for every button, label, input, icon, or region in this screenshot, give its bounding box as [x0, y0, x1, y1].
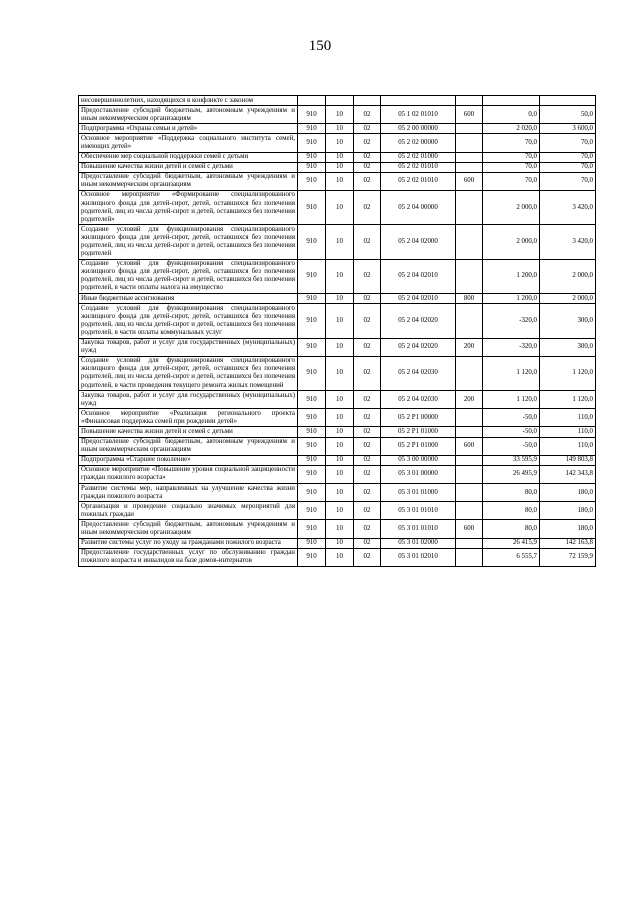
amount-change-cell: 80,0 [483, 520, 540, 538]
target-article-cell: 05 3 01 01010 [381, 520, 456, 538]
target-article-cell: 05 2 02 00000 [381, 134, 456, 152]
expense-type-cell [456, 538, 483, 548]
amount-total-cell: 300,0 [540, 338, 596, 356]
amount-change-cell: -50,0 [483, 427, 540, 437]
ministry-code-cell: 910 [298, 455, 326, 465]
target-article-cell: 05 2 04 02000 [381, 225, 456, 259]
amount-total-cell: 3 600,0 [540, 124, 596, 134]
expense-type-cell: 200 [456, 338, 483, 356]
amount-change-cell: 80,0 [483, 484, 540, 502]
table-row [79, 106, 596, 124]
target-article-cell: 05 2 P1 00000 [381, 409, 456, 427]
row-name-cell: Предоставление субсидий бюджетным, автономным учреждениям и иным некоммерческим организациям [79, 437, 298, 455]
amount-total-cell: 110,0 [540, 409, 596, 427]
table-row [79, 465, 596, 483]
section-code-cell [326, 96, 354, 106]
amount-change-cell: 2 000,0 [483, 190, 540, 224]
expense-type-cell [456, 134, 483, 152]
ministry-code-cell: 910 [298, 162, 326, 172]
amount-total-cell: 70,0 [540, 152, 596, 162]
amount-total-cell: 1 120,0 [540, 391, 596, 409]
table-row [79, 520, 596, 538]
expense-type-cell: 200 [456, 391, 483, 409]
row-name-cell: Развитие системы мер, направленных на улучшение качества жизни граждан пожилого возраста [79, 484, 298, 502]
amount-change-cell: 6 555,7 [483, 548, 540, 566]
row-name-cell: Организация и проведение социально значимых мероприятий для пожилых граждан [79, 502, 298, 520]
table-row [79, 225, 596, 259]
section-code-cell: 10 [326, 427, 354, 437]
row-name-cell: Предоставление субсидий бюджетным, автономным учреждениям и иным некоммерческим организациям [79, 172, 298, 190]
ministry-code-cell: 910 [298, 356, 326, 390]
section-code-cell: 10 [326, 548, 354, 566]
subsection-code-cell: 02 [354, 484, 381, 502]
expense-type-cell [456, 409, 483, 427]
section-code-cell: 10 [326, 502, 354, 520]
table-row [79, 338, 596, 356]
target-article-cell: 05 2 02 01010 [381, 162, 456, 172]
expense-type-cell [456, 190, 483, 224]
expense-type-cell [456, 152, 483, 162]
ministry-code-cell: 910 [298, 134, 326, 152]
subsection-code-cell: 02 [354, 437, 381, 455]
expense-type-cell [456, 225, 483, 259]
target-article-cell: 05 1 02 01010 [381, 106, 456, 124]
table-row [79, 409, 596, 427]
row-name-cell: Повышение качества жизни детей и семей с детьми [79, 162, 298, 172]
table-row [79, 172, 596, 190]
section-code-cell: 10 [326, 437, 354, 455]
amount-change-cell: 0,0 [483, 106, 540, 124]
amount-total-cell: 50,0 [540, 106, 596, 124]
target-article-cell: 05 2 P1 01000 [381, 437, 456, 455]
section-code-cell: 10 [326, 465, 354, 483]
row-name-cell: Обеспечение мер социальной поддержки семей с детьми [79, 152, 298, 162]
subsection-code-cell [354, 96, 381, 106]
section-code-cell: 10 [326, 538, 354, 548]
ministry-code-cell: 910 [298, 304, 326, 338]
amount-change-cell: -50,0 [483, 437, 540, 455]
ministry-code-cell [298, 96, 326, 106]
row-name-cell: Создание условий для функционирования специализированного жилищного фонда для детей-сирот, детей, оставшихся без попечения родителей, лиц из числа детей-сирот и детей, оставшихся без попечения родителей, в части оплаты коммунальных услуг [79, 304, 298, 338]
section-code-cell: 10 [326, 455, 354, 465]
amount-change-cell: 2 020,0 [483, 124, 540, 134]
expense-type-cell [456, 259, 483, 293]
ministry-code-cell: 910 [298, 294, 326, 304]
table-row [79, 304, 596, 338]
page-number: 150 [308, 38, 332, 54]
table-row [79, 427, 596, 437]
budget-table [78, 95, 596, 567]
subsection-code-cell: 02 [354, 391, 381, 409]
subsection-code-cell: 02 [354, 304, 381, 338]
section-code-cell: 10 [326, 190, 354, 224]
row-name-cell: Предоставление государственных услуг по обслуживанию граждан пожилого возраста и инвалидов на базе домов-интернатов [79, 548, 298, 566]
amount-total-cell: 300,0 [540, 304, 596, 338]
subsection-code-cell: 02 [354, 427, 381, 437]
section-code-cell: 10 [326, 391, 354, 409]
ministry-code-cell: 910 [298, 548, 326, 566]
subsection-code-cell: 02 [354, 225, 381, 259]
section-code-cell: 10 [326, 106, 354, 124]
amount-total-cell: 70,0 [540, 134, 596, 152]
section-code-cell: 10 [326, 172, 354, 190]
expense-type-cell [456, 162, 483, 172]
amount-change-cell: 70,0 [483, 152, 540, 162]
amount-change-cell: 1 200,0 [483, 294, 540, 304]
subsection-code-cell: 02 [354, 259, 381, 293]
row-name-cell: Предоставление субсидий бюджетным, автономным учреждениям и иным некоммерческим организациям [79, 520, 298, 538]
table-row [79, 502, 596, 520]
ministry-code-cell: 910 [298, 520, 326, 538]
amount-total-cell: 180,0 [540, 520, 596, 538]
amount-change-cell [483, 96, 540, 106]
subsection-code-cell: 02 [354, 465, 381, 483]
ministry-code-cell: 910 [298, 502, 326, 520]
amount-change-cell: 70,0 [483, 162, 540, 172]
amount-total-cell: 110,0 [540, 437, 596, 455]
table-row [79, 152, 596, 162]
section-code-cell: 10 [326, 520, 354, 538]
ministry-code-cell: 910 [298, 465, 326, 483]
table-row [79, 259, 596, 293]
row-name-cell: Создание условий для функционирования специализированного жилищного фонда для детей-сирот, детей, оставшихся без попечения родителей, лиц из числа детей-сирот и детей, оставшихся без попечения родителей, в части проведения текущего ремонта жилых помещений [79, 356, 298, 390]
expense-type-cell: 800 [456, 294, 483, 304]
amount-change-cell: 70,0 [483, 172, 540, 190]
expense-type-cell: 600 [456, 106, 483, 124]
amount-total-cell: 110,0 [540, 427, 596, 437]
table-row [79, 437, 596, 455]
amount-total-cell: 142 343,8 [540, 465, 596, 483]
subsection-code-cell: 02 [354, 455, 381, 465]
amount-total-cell: 142 163,8 [540, 538, 596, 548]
amount-total-cell: 180,0 [540, 484, 596, 502]
target-article-cell: 05 3 00 00000 [381, 455, 456, 465]
expense-type-cell [456, 96, 483, 106]
expense-type-cell [456, 455, 483, 465]
amount-change-cell: -50,0 [483, 409, 540, 427]
subsection-code-cell: 02 [354, 162, 381, 172]
target-article-cell: 05 2 04 02010 [381, 294, 456, 304]
table-row [79, 134, 596, 152]
amount-change-cell: -320,0 [483, 304, 540, 338]
row-name-cell: Иные бюджетные ассигнования [79, 294, 298, 304]
amount-total-cell: 3 420,0 [540, 190, 596, 224]
expense-type-cell [456, 548, 483, 566]
row-name-cell: Основное мероприятие «Поддержка социального института семей, имеющих детей» [79, 134, 298, 152]
subsection-code-cell: 02 [354, 520, 381, 538]
section-code-cell: 10 [326, 225, 354, 259]
table-row [79, 391, 596, 409]
table-row [79, 96, 596, 106]
ministry-code-cell: 910 [298, 172, 326, 190]
amount-total-cell [540, 96, 596, 106]
section-code-cell: 10 [326, 338, 354, 356]
subsection-code-cell: 02 [354, 152, 381, 162]
subsection-code-cell: 02 [354, 502, 381, 520]
section-code-cell: 10 [326, 124, 354, 134]
target-article-cell: 05 2 02 01010 [381, 172, 456, 190]
amount-change-cell: 1 120,0 [483, 391, 540, 409]
section-code-cell: 10 [326, 484, 354, 502]
target-article-cell: 05 2 04 02030 [381, 391, 456, 409]
row-name-cell: Создание условий для функционирования специализированного жилищного фонда для детей-сирот, детей, оставшихся без попечения родителей, лиц из числа детей-сирот и детей, оставшихся без попечения родителей [79, 225, 298, 259]
subsection-code-cell: 02 [354, 338, 381, 356]
target-article-cell: 05 3 01 00000 [381, 465, 456, 483]
amount-change-cell: 2 000,0 [483, 225, 540, 259]
target-article-cell: 05 2 04 02010 [381, 259, 456, 293]
table-row [79, 190, 596, 224]
expense-type-cell [456, 304, 483, 338]
amount-total-cell: 70,0 [540, 172, 596, 190]
expense-type-cell [456, 502, 483, 520]
row-name-cell: несовершеннолетних, находящихся в конфликте с законом [79, 96, 298, 106]
row-name-cell: Предоставление субсидий бюджетным, автономным учреждениям и иным некоммерческим организациям [79, 106, 298, 124]
table-body [79, 96, 596, 567]
row-name-cell: Основное мероприятие «Повышение уровня социальной защищенности граждан пожилого возраста» [79, 465, 298, 483]
ministry-code-cell: 910 [298, 409, 326, 427]
target-article-cell: 05 2 04 02020 [381, 338, 456, 356]
target-article-cell: 05 2 04 00000 [381, 190, 456, 224]
amount-total-cell: 2 000,0 [540, 294, 596, 304]
ministry-code-cell: 910 [298, 427, 326, 437]
section-code-cell: 10 [326, 356, 354, 390]
table-row [79, 484, 596, 502]
section-code-cell: 10 [326, 162, 354, 172]
expense-type-cell: 600 [456, 437, 483, 455]
section-code-cell: 10 [326, 259, 354, 293]
subsection-code-cell: 02 [354, 134, 381, 152]
subsection-code-cell: 02 [354, 106, 381, 124]
target-article-cell: 05 3 01 02000 [381, 538, 456, 548]
ministry-code-cell: 910 [298, 124, 326, 134]
ministry-code-cell: 910 [298, 106, 326, 124]
amount-change-cell: 26 495,9 [483, 465, 540, 483]
target-article-cell: 05 3 01 01000 [381, 484, 456, 502]
expense-type-cell [456, 484, 483, 502]
amount-change-cell: 1 120,0 [483, 356, 540, 390]
row-name-cell: Подпрограмма «Охрана семьи и детей» [79, 124, 298, 134]
expense-type-cell [456, 356, 483, 390]
target-article-cell: 05 2 02 01000 [381, 152, 456, 162]
section-code-cell: 10 [326, 294, 354, 304]
amount-total-cell: 149 803,8 [540, 455, 596, 465]
amount-change-cell: 33 595,9 [483, 455, 540, 465]
target-article-cell: 05 2 04 02030 [381, 356, 456, 390]
ministry-code-cell: 910 [298, 437, 326, 455]
ministry-code-cell: 910 [298, 190, 326, 224]
table-row [79, 356, 596, 390]
amount-total-cell: 3 420,0 [540, 225, 596, 259]
amount-total-cell: 2 000,0 [540, 259, 596, 293]
subsection-code-cell: 02 [354, 190, 381, 224]
subsection-code-cell: 02 [354, 124, 381, 134]
subsection-code-cell: 02 [354, 356, 381, 390]
row-name-cell: Развитие системы услуг по уходу за гражданами пожилого возраста [79, 538, 298, 548]
ministry-code-cell: 910 [298, 225, 326, 259]
subsection-code-cell: 02 [354, 294, 381, 304]
ministry-code-cell: 910 [298, 152, 326, 162]
target-article-cell: 05 3 01 01010 [381, 502, 456, 520]
target-article-cell: 05 2 04 02020 [381, 304, 456, 338]
subsection-code-cell: 02 [354, 548, 381, 566]
amount-total-cell: 72 159,9 [540, 548, 596, 566]
section-code-cell: 10 [326, 409, 354, 427]
subsection-code-cell: 02 [354, 409, 381, 427]
amount-total-cell: 1 120,0 [540, 356, 596, 390]
subsection-code-cell: 02 [354, 172, 381, 190]
row-name-cell: Закупка товаров, работ и услуг для государственных (муниципальных) нужд [79, 391, 298, 409]
expense-type-cell [456, 465, 483, 483]
table-row [79, 455, 596, 465]
ministry-code-cell: 910 [298, 259, 326, 293]
subsection-code-cell: 02 [354, 538, 381, 548]
ministry-code-cell: 910 [298, 391, 326, 409]
amount-change-cell: 70,0 [483, 134, 540, 152]
section-code-cell: 10 [326, 304, 354, 338]
table-row [79, 538, 596, 548]
section-code-cell: 10 [326, 152, 354, 162]
table-row [79, 162, 596, 172]
table-row [79, 548, 596, 566]
amount-total-cell: 70,0 [540, 162, 596, 172]
row-name-cell: Повышение качества жизни детей и семей с детьми [79, 427, 298, 437]
row-name-cell: Подпрограмма «Старшее поколение» [79, 455, 298, 465]
target-article-cell: 05 3 01 02010 [381, 548, 456, 566]
amount-change-cell: -320,0 [483, 338, 540, 356]
expense-type-cell: 600 [456, 520, 483, 538]
section-code-cell: 10 [326, 134, 354, 152]
amount-change-cell: 80,0 [483, 502, 540, 520]
expense-type-cell [456, 427, 483, 437]
ministry-code-cell: 910 [298, 338, 326, 356]
ministry-code-cell: 910 [298, 538, 326, 548]
row-name-cell: Основное мероприятие «Реализация регионального проекта «Финансовая поддержка семей при рождении детей» [79, 409, 298, 427]
expense-type-cell: 600 [456, 172, 483, 190]
table-row [79, 124, 596, 134]
target-article-cell: 05 2 P1 01000 [381, 427, 456, 437]
target-article-cell [381, 96, 456, 106]
amount-change-cell: 26 415,9 [483, 538, 540, 548]
row-name-cell: Основное мероприятие «Формирование специализированного жилищного фонда для детей-сирот, детей, оставшихся без попечения родителей, лиц из числа детей-сирот и детей, оставшихся без попечения родителей» [79, 190, 298, 224]
expense-type-cell [456, 124, 483, 134]
ministry-code-cell: 910 [298, 484, 326, 502]
row-name-cell: Закупка товаров, работ и услуг для государственных (муниципальных) нужд [79, 338, 298, 356]
amount-total-cell: 180,0 [540, 502, 596, 520]
table-row [79, 294, 596, 304]
row-name-cell: Создание условий для функционирования специализированного жилищного фонда для детей-сирот, детей, оставшихся без попечения родителей, лиц из числа детей-сирот и детей, оставшихся без попечения родителей, в части оплаты налога на имущество [79, 259, 298, 293]
amount-change-cell: 1 200,0 [483, 259, 540, 293]
target-article-cell: 05 2 00 00000 [381, 124, 456, 134]
